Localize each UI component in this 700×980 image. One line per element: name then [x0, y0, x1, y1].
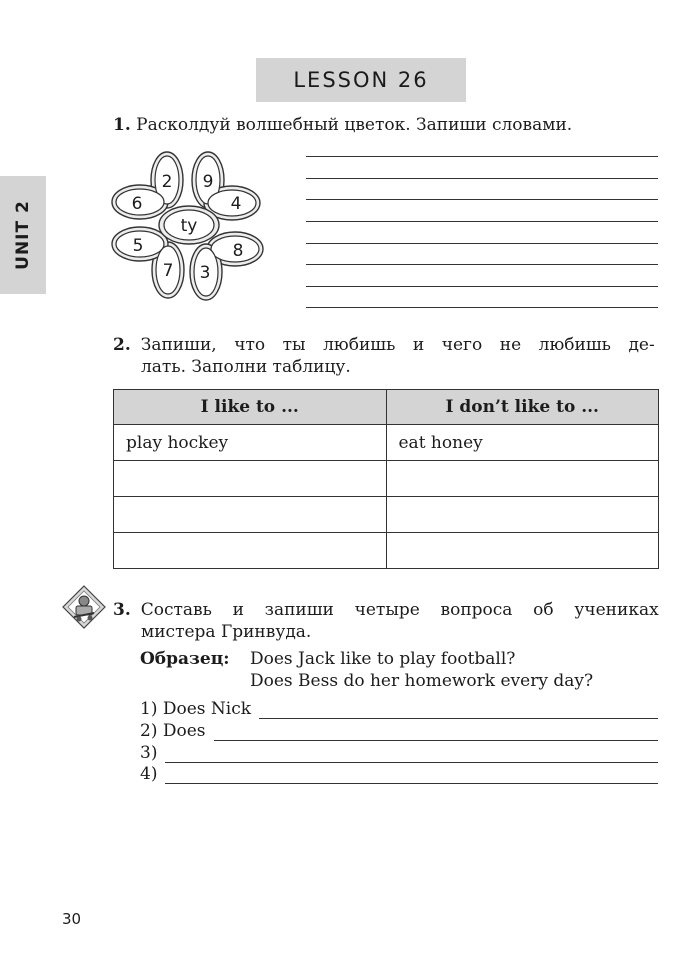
example-sentence: Does Jack like to play football?	[250, 649, 516, 669]
table-row	[114, 461, 659, 497]
example-block	[140, 648, 593, 692]
table-row	[114, 533, 659, 569]
magic-flower	[104, 148, 274, 304]
table-row	[114, 497, 659, 533]
table-cell[interactable]: play hockey	[114, 425, 387, 461]
answer-label: 3)	[140, 743, 158, 763]
task3-word: об	[533, 600, 554, 620]
writing-line[interactable]	[306, 178, 658, 179]
petal-label: 7	[162, 261, 174, 281]
answer-line[interactable]	[165, 748, 658, 763]
task2-word: Запиши,	[140, 335, 217, 355]
task3-word: запиши	[264, 600, 334, 620]
task3-word: Составь	[140, 600, 212, 620]
answer-line[interactable]	[259, 704, 658, 719]
petal-label: 2	[161, 172, 173, 192]
likes-table	[113, 389, 659, 569]
writing-line[interactable]	[306, 307, 658, 308]
table-cell[interactable]	[386, 533, 659, 569]
answer-label: 2) Does	[140, 721, 206, 741]
answer-row	[140, 764, 658, 784]
task3-word: и	[232, 600, 244, 620]
unit-tab	[0, 176, 46, 294]
task2-word: любишь	[323, 335, 396, 355]
writing-line[interactable]	[306, 243, 658, 244]
unit-tab-label: UNIT 2	[13, 200, 33, 270]
example-sentence: Does Bess do her homework every day?	[250, 671, 594, 691]
table-cell[interactable]	[114, 461, 387, 497]
task3-word: четыре	[354, 600, 420, 620]
table-cell[interactable]: eat honey	[386, 425, 659, 461]
task2-instruction-line2: лать. Заполни таблицу.	[141, 357, 351, 377]
task3-instruction-line2: мистера Гринвуда.	[141, 622, 312, 642]
writing-line[interactable]	[306, 286, 658, 287]
writing-line[interactable]	[306, 156, 658, 157]
task3-word: учениках	[574, 600, 659, 620]
answer-row	[140, 699, 658, 719]
petal-label: 6	[131, 194, 143, 214]
answer-row	[140, 743, 658, 763]
flower-center-label: ty	[180, 216, 198, 236]
petal-label: 3	[199, 263, 211, 283]
petal-label: 8	[232, 241, 244, 261]
table-cell[interactable]	[386, 461, 659, 497]
writing-task-icon	[62, 585, 106, 629]
header-dont-like: I don’t like to ...	[386, 390, 659, 425]
writing-line[interactable]	[306, 199, 658, 200]
page-number: 30	[62, 910, 82, 928]
task2-word: ты	[282, 335, 306, 355]
answer-line[interactable]	[165, 769, 658, 784]
task1-instruction	[113, 114, 572, 136]
example-label: Образец:	[140, 649, 230, 669]
table-cell[interactable]	[386, 497, 659, 533]
petal-label: 4	[230, 194, 242, 214]
petal-label: 5	[132, 236, 144, 256]
task2-word: что	[234, 335, 266, 355]
table-cell[interactable]	[114, 497, 387, 533]
answer-label: 4)	[140, 764, 158, 784]
writing-line[interactable]	[306, 264, 658, 265]
task3-number: 3.	[113, 600, 131, 620]
lesson-title: LESSON 26	[256, 58, 466, 102]
task2-instruction	[113, 334, 655, 378]
answer-line[interactable]	[214, 726, 658, 741]
task1-number: 1.	[113, 115, 131, 135]
task2-word: и	[412, 335, 425, 355]
answer-label: 1) Does Nick	[140, 699, 252, 719]
task3-instruction	[113, 599, 659, 643]
writing-line[interactable]	[306, 221, 658, 222]
header-like: I like to ...	[114, 390, 387, 425]
task2-word: не	[499, 335, 522, 355]
task2-number: 2.	[113, 335, 131, 355]
table-row	[114, 425, 659, 461]
task3-word: вопроса	[440, 600, 513, 620]
answer-row	[140, 721, 658, 741]
task2-word: чего	[441, 335, 483, 355]
table-header-row	[114, 390, 659, 425]
task2-word: де-	[628, 335, 655, 355]
table-cell[interactable]	[114, 533, 387, 569]
task1-text: Расколдуй волшебный цветок. Запиши словами.	[136, 115, 573, 135]
task2-word: любишь	[538, 335, 611, 355]
petal-label: 9	[202, 172, 214, 192]
